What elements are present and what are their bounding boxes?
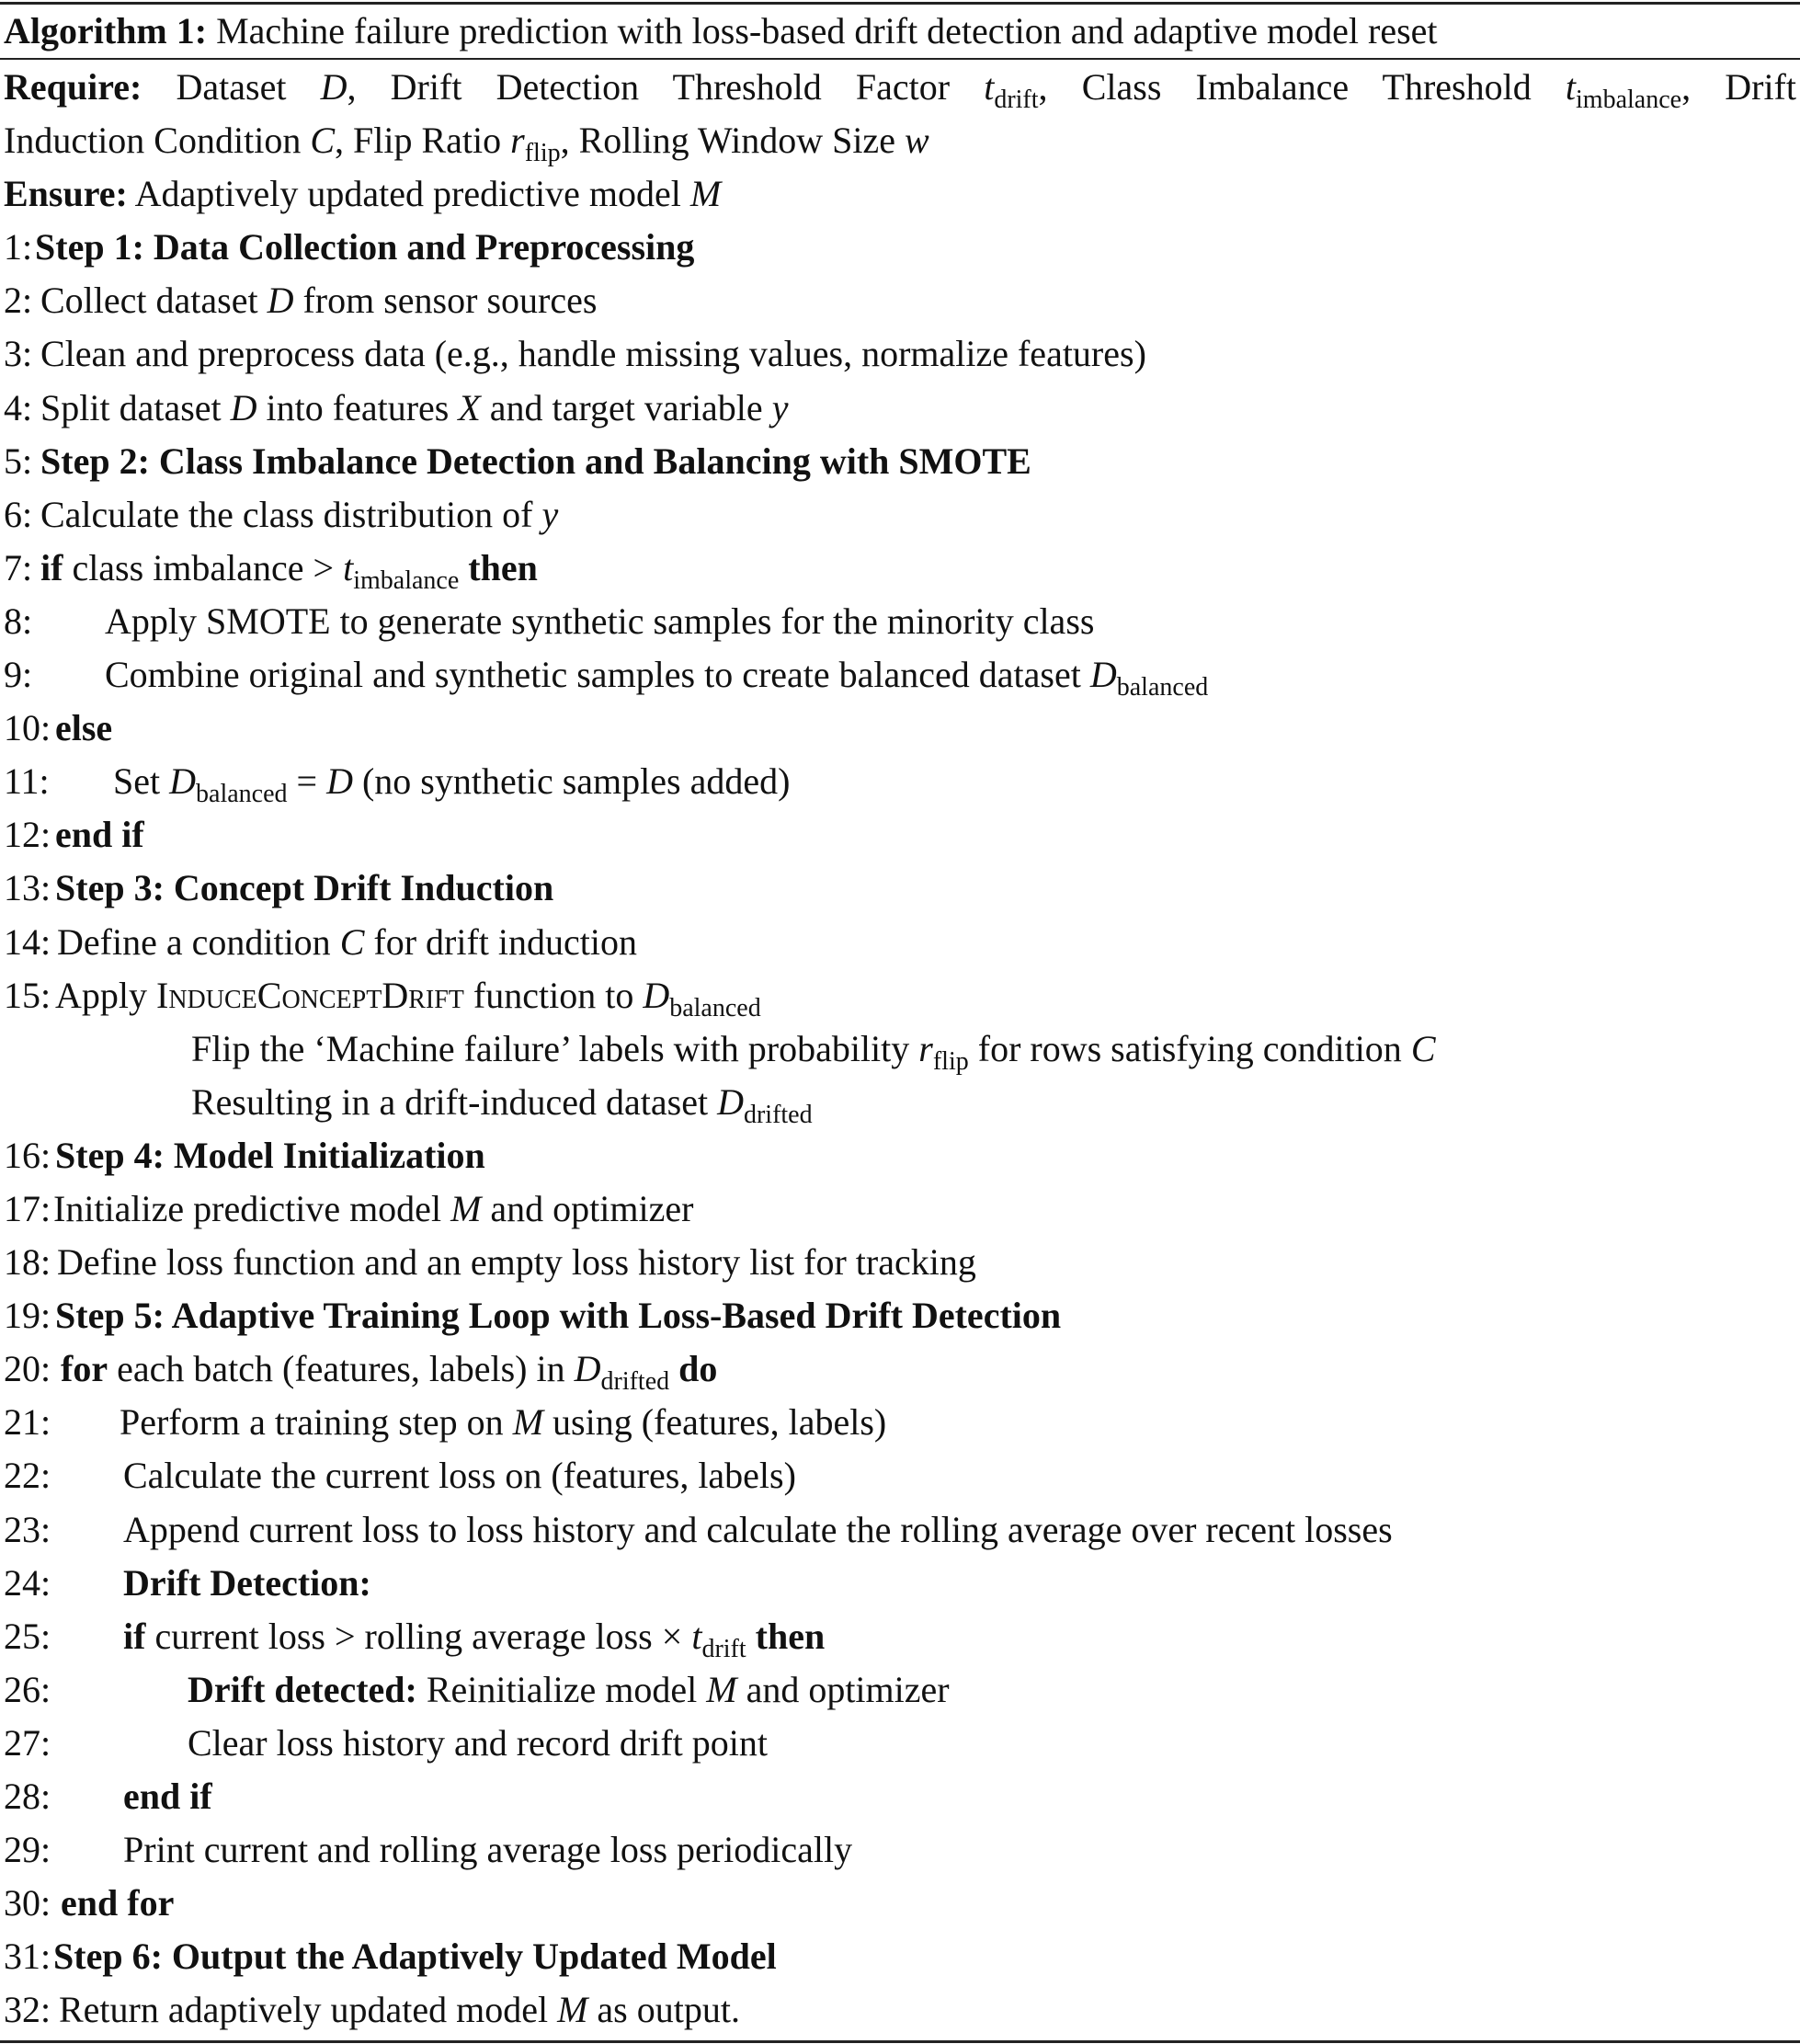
step-line: 32: Return adaptively updated model M as output.: [4, 1989, 740, 2031]
step-line: 2: Collect dataset D from sensor sources: [4, 280, 598, 322]
require-label: Require:: [4, 66, 142, 108]
step-line: Flip the ‘Machine failure’ labels with probability $r_{flip}$ for rows satisfying condition C: [191, 1027, 1436, 1076]
step-heading: Step 6: Output the Adaptively Updated Model: [53, 1936, 777, 1978]
bottom-rule: [0, 2040, 1800, 2043]
step-line: 19: Step 5: Adaptive Training Loop with Loss-Based Drift Detection: [0, 1289, 1800, 1342]
require-line-1: Require: Dataset D, Drift Detection Threshold Factor $t_{drift}$, Class Imbalance Threshold $t_{imbalance}$, Drift: [4, 66, 1796, 114]
ensure-label: Ensure:: [4, 173, 128, 215]
step-line: 23: Append current loss to loss history and calculate the rolling average over recent losses: [4, 1508, 1393, 1550]
algorithm-title: [4, 5, 1438, 58]
step-line: 27: Clear loss history and record drift point: [4, 1721, 768, 1764]
step-line: 25: if current loss > rolling average loss × $t_{drift}$ then: [4, 1615, 826, 1663]
algorithm-title-text: Machine failure prediction with loss-based drift detection and adaptive model reset: [216, 10, 1438, 51]
step-line: Resulting in a drift-induced dataset $D_{drifted}$: [191, 1080, 813, 1129]
step-line: 14: Define a condition C for drift induction: [4, 920, 637, 963]
step-line: 24: Drift Detection:: [4, 1561, 371, 1604]
step-line: 9: Combine original and synthetic samples to create balanced dataset $D_{balanced}$: [4, 654, 1209, 702]
step-line: 20: for each batch (features, labels) in $D_{drifted}$ do: [4, 1348, 718, 1397]
require-line-2: Induction Condition C, Flip Ratio $r_{flip}$, Rolling Window Size w: [4, 120, 929, 168]
ensure-line: Ensure: Adaptively updated predictive model M: [4, 173, 722, 215]
step-heading: Step 1: Data Collection and Preprocessing: [35, 226, 695, 268]
step-line: 8: Apply SMOTE to generate synthetic samples for the minority class: [4, 599, 1095, 642]
step-line: 5: Step 2: Class Imbalance Detection and Balancing with SMOTE: [0, 435, 1800, 488]
step-line: 28: end if: [4, 1776, 212, 1817]
step-heading: Step 4: Model Initialization: [55, 1134, 485, 1176]
step-line: 21: Perform a training step on M using (features, labels): [4, 1401, 887, 1444]
step-line: 17: Initialize predictive model M and optimizer: [4, 1187, 694, 1229]
step-line: 22: Calculate the current loss on (features, labels): [4, 1455, 796, 1497]
step-line: 1: Step 1: Data Collection and Preprocessing: [0, 221, 1800, 274]
step-line: 3: Clean and preprocess data (e.g., handle missing values, normalize features): [4, 333, 1146, 375]
step-line: 18: Define loss function and an empty loss history list for tracking: [4, 1241, 976, 1284]
step-line: 12: end if: [4, 814, 144, 856]
step-line: 7: if class imbalance > $t_{imbalance}$ then: [4, 546, 538, 595]
function-name: InduceConceptDrift: [156, 974, 464, 1016]
step-line: 29: Print current and rolling average loss periodically: [4, 1829, 853, 1871]
algorithm-label: Algorithm 1:: [4, 10, 208, 51]
step-heading: Step 2: Class Imbalance Detection and Balancing with SMOTE: [40, 440, 1031, 482]
step-line: 15: Apply InduceConceptDrift function to $D_{balanced}$: [4, 974, 761, 1022]
step-line: 30: end for: [4, 1882, 175, 1924]
step-line: 31: Step 6: Output the Adaptively Updated Model: [0, 1930, 1800, 1983]
step-heading: Step 5: Adaptive Training Loop with Loss-Based Drift Detection: [55, 1295, 1062, 1337]
header-rule: [0, 58, 1800, 60]
step-line: 11: Set $D_{balanced} = D$ (no synthetic samples added): [4, 760, 791, 809]
algorithm-lines: [0, 61, 1800, 2037]
step-line: 16: Step 4: Model Initialization: [0, 1129, 1800, 1182]
step-line: 6: Calculate the class distribution of y: [4, 493, 559, 535]
step-heading: Step 3: Concept Drift Induction: [55, 867, 554, 909]
step-line: 10: else: [4, 707, 113, 749]
step-line: 13: Step 3: Concept Drift Induction: [0, 862, 1800, 915]
step-line: 26: Drift detected: Reinitialize model M and optimizer: [4, 1668, 950, 1710]
step-line: 4: Split dataset D into features X and target variable y: [4, 386, 789, 428]
